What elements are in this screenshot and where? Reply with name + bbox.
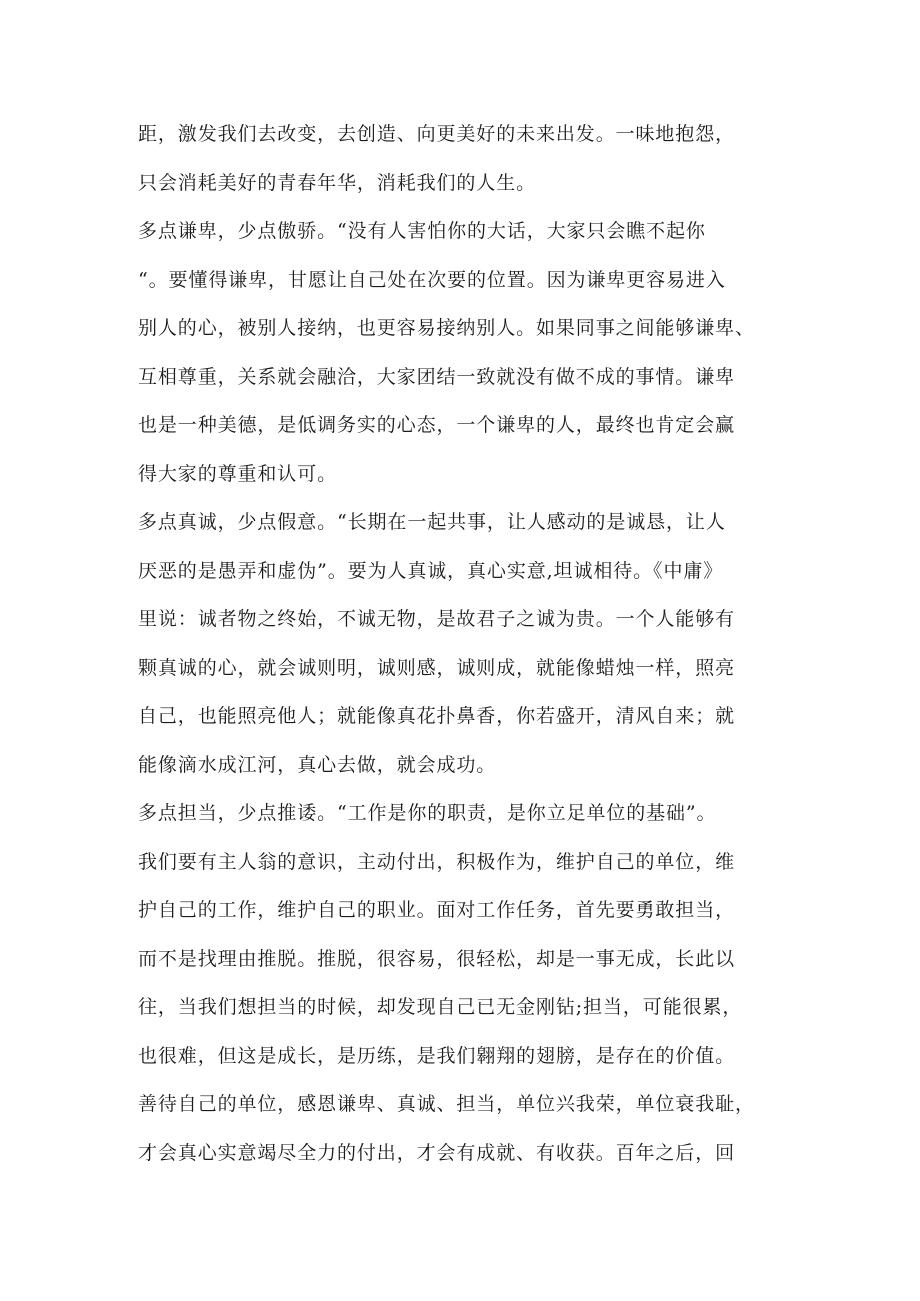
text-line: 里说：诚者物之终始，不诚无物，是故君子之诚为贵。一个人能够有	[138, 608, 736, 630]
text-line: 善待自己的单位，感恩谦卑、真诚、担当，单位兴我荣，单位衰我耻，	[138, 1093, 755, 1115]
text-line: 多点真诚，少点假意。“长期在一起共事，让人感动的是诚恳，让人	[138, 511, 726, 533]
text-line: 而不是找理由推脱。推脱，很容易，很轻松，却是一事无成，长此以	[138, 947, 736, 970]
text-line: 距，激发我们去改变，去创造、向更美好的未来出发。一味地抱怨，	[138, 123, 736, 145]
text-line: 才会真心实意竭尽全力的付出，才会有成就、有收获。百年之后，回	[138, 1141, 736, 1164]
text-line: 得大家的尊重和认可。	[138, 462, 338, 485]
text-line: 颗真诚的心，就会诚则明，诚则感，诚则成，就能像蜡烛一样，照亮	[138, 656, 736, 679]
text-line: 多点谦卑，少点傲骄。“没有人害怕你的大话，大家只会瞧不起你	[138, 220, 706, 242]
text-line: 我们要有主人翁的意识，主动付出，积极作为，维护自己的单位，维	[138, 850, 736, 873]
text-line: 往，当我们想担当的时候，却发现自己已无金刚钻;担当，可能很累，	[138, 996, 743, 1018]
text-line: 厌恶的是愚弄和虚伪”。要为人真诚，真心实意,坦诚相待。《中庸》	[138, 559, 724, 582]
text-line: “。要懂得谦卑，甘愿让自己处在次要的位置。因为谦卑更容易进入	[138, 268, 726, 291]
text-line: 护自己的工作，维护自己的职业。面对工作任务，首先要勇敢担当，	[138, 899, 736, 921]
text-line: 别人的心，被别人接纳，也更容易接纳别人。如果同事之间能够谦卑、	[138, 317, 755, 339]
text-line: 只会消耗美好的青春年华，消耗我们的人生。	[138, 171, 537, 194]
text-line: 也是一种美德，是低调务实的心态，一个谦卑的人，最终也肯定会赢	[138, 414, 736, 436]
text-line: 多点担当，少点推诿。“工作是你的职责，是你立足单位的基础”。	[138, 802, 717, 824]
text-line: 互相尊重，关系就会融洽，大家团结一致就没有做不成的事情。谦卑	[138, 365, 736, 388]
text-line: 能像滴水成江河，真心去做，就会成功。	[138, 753, 497, 776]
text-line: 自己，也能照亮他人；就能像真花扑鼻香，你若盛开，清风自来；就	[138, 705, 736, 727]
text-line: 也很难，但这是成长，是历练，是我们翱翔的翅膀，是存在的价值。	[138, 1044, 736, 1067]
document-body	[138, 110, 798, 1177]
